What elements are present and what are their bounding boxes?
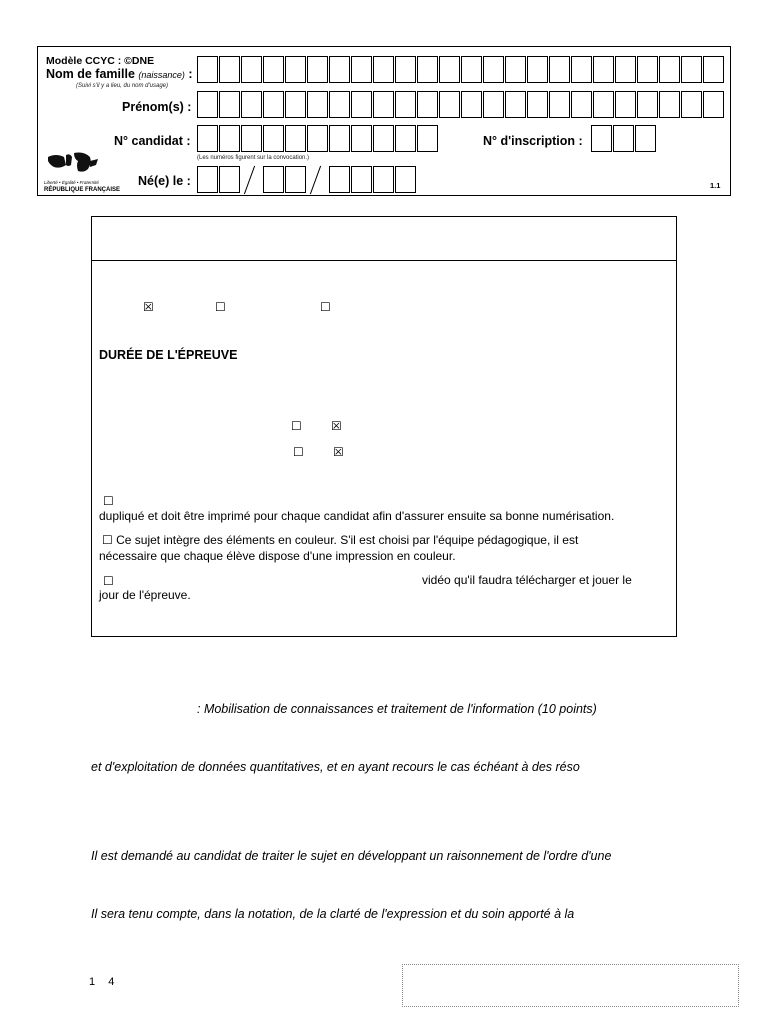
character-box[interactable]: [219, 125, 240, 152]
color-note-line1: ☐ Ce sujet intègre des éléments en couleur. S'il est choisi par l'équipe pédagogique, il est: [102, 533, 579, 547]
character-box[interactable]: [219, 166, 240, 193]
character-box[interactable]: [307, 125, 328, 152]
character-box[interactable]: [373, 56, 394, 83]
calculator-checkbox-yes[interactable]: ☒: [331, 419, 342, 433]
character-box[interactable]: [373, 91, 394, 118]
character-box[interactable]: [351, 91, 372, 118]
character-box[interactable]: [395, 56, 416, 83]
dictionary-checkbox-yes[interactable]: ☒: [333, 445, 344, 459]
birth-day-boxes[interactable]: [197, 166, 241, 193]
page-number: 1 4: [89, 976, 116, 988]
character-box[interactable]: [241, 91, 262, 118]
character-box[interactable]: [703, 91, 724, 118]
candidate-number-note: (Les numéros figurent sur la convocation.): [197, 155, 310, 161]
character-box[interactable]: [351, 56, 372, 83]
marianne-logo-icon: [44, 151, 118, 178]
character-box[interactable]: [461, 56, 482, 83]
family-name-boxes[interactable]: [197, 56, 725, 83]
character-box[interactable]: [395, 166, 416, 193]
character-box[interactable]: [549, 56, 570, 83]
republic-label: RÉPUBLIQUE FRANÇAISE: [44, 187, 121, 193]
character-box[interactable]: [417, 91, 438, 118]
family-name-sublabel: (Suivi s'il y a lieu, du nom d'usage): [76, 83, 169, 89]
option-checkbox-3[interactable]: ☐: [320, 300, 331, 314]
character-box[interactable]: [329, 125, 350, 152]
character-box[interactable]: [263, 166, 284, 193]
character-box[interactable]: [285, 56, 306, 83]
video-note-checkbox[interactable]: ☐: [103, 574, 114, 588]
character-box[interactable]: [613, 125, 634, 152]
character-box[interactable]: [591, 125, 612, 152]
character-box[interactable]: [263, 91, 284, 118]
character-box[interactable]: [285, 125, 306, 152]
republic-motto: Liberté • Égalité • Fraternité: [44, 180, 99, 185]
character-box[interactable]: [219, 91, 240, 118]
form-version: 1.1: [710, 181, 721, 190]
character-box[interactable]: [681, 91, 702, 118]
dictionary-checkbox-no[interactable]: ☐: [293, 445, 304, 459]
exam-info-frame: [91, 216, 677, 637]
character-box[interactable]: [637, 91, 658, 118]
character-box[interactable]: [527, 56, 548, 83]
instruction-para-3: Il sera tenu compte, dans la notation, de la clarté de l'expression et du soin apporté à la: [91, 907, 575, 921]
inscription-number-boxes[interactable]: [591, 125, 657, 152]
character-box[interactable]: [483, 91, 504, 118]
option-checkbox-1[interactable]: ☒: [143, 300, 154, 314]
video-note-text: vidéo qu'il faudra télécharger et jouer le: [422, 573, 632, 587]
birth-year-boxes[interactable]: [329, 166, 417, 193]
option-checkbox-2[interactable]: ☐: [215, 300, 226, 314]
character-box[interactable]: [351, 125, 372, 152]
character-box[interactable]: [637, 56, 658, 83]
character-box[interactable]: [703, 56, 724, 83]
character-box[interactable]: [659, 56, 680, 83]
first-name-boxes[interactable]: [197, 91, 725, 118]
candidate-identity-header: [37, 46, 731, 196]
character-box[interactable]: [329, 91, 350, 118]
character-box[interactable]: [615, 56, 636, 83]
character-box[interactable]: [197, 56, 218, 83]
character-box[interactable]: [571, 91, 592, 118]
first-name-label: Prénom(s) :: [122, 100, 192, 114]
character-box[interactable]: [307, 56, 328, 83]
character-box[interactable]: [373, 125, 394, 152]
character-box[interactable]: [197, 91, 218, 118]
model-label: Modèle CCYC : ©DNE: [46, 55, 155, 67]
birth-month-boxes[interactable]: [263, 166, 307, 193]
duration-title: DURÉE DE L'ÉPREUVE: [99, 348, 238, 362]
calculator-checkbox-no[interactable]: ☐: [291, 419, 302, 433]
character-box[interactable]: [593, 91, 614, 118]
character-box[interactable]: [681, 56, 702, 83]
instruction-para-1: et d'exploitation de données quantitatives, et en ayant recours le cas échéant à des réso: [91, 760, 580, 774]
character-box[interactable]: [197, 125, 218, 152]
character-box[interactable]: [549, 91, 570, 118]
character-box[interactable]: [417, 125, 438, 152]
character-box[interactable]: [329, 166, 350, 193]
instruction-para-2: Il est demandé au candidat de traiter le sujet en développant un raisonnement de l'ordre d'une: [91, 849, 612, 863]
character-box[interactable]: [219, 56, 240, 83]
character-box[interactable]: [615, 91, 636, 118]
footer-code-box: [402, 964, 739, 1007]
character-box[interactable]: [285, 166, 306, 193]
character-box[interactable]: [241, 56, 262, 83]
character-box[interactable]: [307, 91, 328, 118]
part-title: : Mobilisation de connaissances et traitement de l'information (10 points): [197, 702, 597, 716]
candidate-number-label: N° candidat :: [114, 134, 191, 148]
character-box[interactable]: [351, 166, 372, 193]
character-box[interactable]: [593, 56, 614, 83]
candidate-number-boxes[interactable]: [197, 125, 439, 152]
character-box[interactable]: [285, 91, 306, 118]
date-separator: [310, 166, 321, 195]
family-name-label: Nom de famille (naissance) :: [46, 67, 193, 81]
character-box[interactable]: [373, 166, 394, 193]
character-box[interactable]: [505, 91, 526, 118]
date-separator: [244, 166, 255, 195]
character-box[interactable]: [395, 91, 416, 118]
character-box[interactable]: [417, 56, 438, 83]
character-box[interactable]: [395, 125, 416, 152]
character-box[interactable]: [241, 125, 262, 152]
character-box[interactable]: [571, 56, 592, 83]
character-box[interactable]: [505, 56, 526, 83]
character-box[interactable]: [329, 56, 350, 83]
character-box[interactable]: [527, 91, 548, 118]
character-box[interactable]: [461, 91, 482, 118]
character-box[interactable]: [439, 91, 460, 118]
inscription-number-label: N° d'inscription :: [483, 134, 583, 148]
character-box[interactable]: [483, 56, 504, 83]
frame-divider: [92, 260, 676, 261]
character-box[interactable]: [263, 125, 284, 152]
character-box[interactable]: [659, 91, 680, 118]
print-note-text: dupliqué et doit être imprimé pour chaque candidat afin d'assurer ensuite sa bonne numérisation.: [99, 509, 615, 523]
print-note-checkbox[interactable]: ☐: [103, 494, 114, 508]
character-box[interactable]: [263, 56, 284, 83]
color-note-line2: nécessaire que chaque élève dispose d'une impression en couleur.: [99, 549, 456, 563]
character-box[interactable]: [439, 56, 460, 83]
birth-date-label: Né(e) le :: [138, 174, 191, 188]
character-box[interactable]: [197, 166, 218, 193]
video-note-line2: jour de l'épreuve.: [99, 588, 191, 602]
character-box[interactable]: [635, 125, 656, 152]
